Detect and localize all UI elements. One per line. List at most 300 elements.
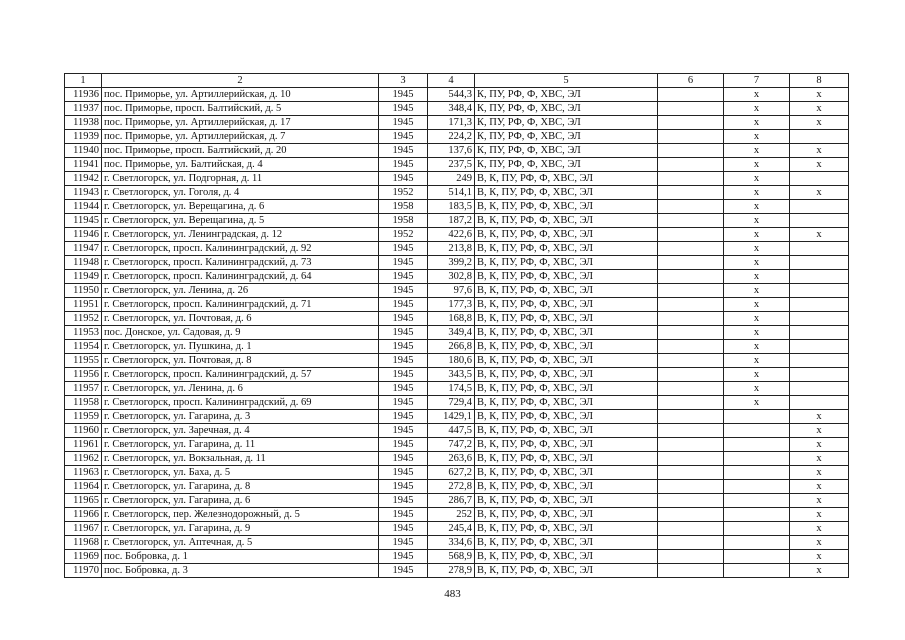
column-header-4: 4 bbox=[428, 74, 475, 88]
col-6-cell bbox=[658, 410, 724, 424]
col-8-mark-cell: х bbox=[790, 480, 849, 494]
col-8-mark-cell bbox=[790, 368, 849, 382]
year-cell: 1952 bbox=[379, 228, 428, 242]
col-6-cell bbox=[658, 494, 724, 508]
year-cell: 1945 bbox=[379, 298, 428, 312]
col-8-mark-cell bbox=[790, 130, 849, 144]
year-cell: 1945 bbox=[379, 284, 428, 298]
row-number-cell: 11952 bbox=[65, 312, 102, 326]
row-number-cell: 11939 bbox=[65, 130, 102, 144]
year-cell: 1945 bbox=[379, 158, 428, 172]
area-cell: 343,5 bbox=[428, 368, 475, 382]
area-cell: 249 bbox=[428, 172, 475, 186]
col-6-cell bbox=[658, 298, 724, 312]
table-row bbox=[65, 200, 849, 214]
col-6-cell bbox=[658, 214, 724, 228]
area-cell: 1429,1 bbox=[428, 410, 475, 424]
row-number-cell: 11943 bbox=[65, 186, 102, 200]
col-8-mark-cell: х bbox=[790, 88, 849, 102]
row-number-cell: 11959 bbox=[65, 410, 102, 424]
address-cell: пос. Приморье, просп. Балтийский, д. 5 bbox=[102, 102, 379, 116]
table-row bbox=[65, 536, 849, 550]
services-cell: В, К, ПУ, РФ, Ф, ХВС, ЭЛ bbox=[475, 480, 658, 494]
col-6-cell bbox=[658, 256, 724, 270]
services-cell: В, К, ПУ, РФ, Ф, ХВС, ЭЛ bbox=[475, 424, 658, 438]
address-cell: пос. Приморье, ул. Балтийская, д. 4 bbox=[102, 158, 379, 172]
col-8-mark-cell: х bbox=[790, 228, 849, 242]
col-7-mark-cell bbox=[724, 480, 790, 494]
col-8-mark-cell bbox=[790, 340, 849, 354]
col-6-cell bbox=[658, 438, 724, 452]
register-table bbox=[64, 73, 849, 578]
table-row bbox=[65, 116, 849, 130]
area-cell: 137,6 bbox=[428, 144, 475, 158]
col-7-mark-cell: х bbox=[724, 116, 790, 130]
table-row bbox=[65, 424, 849, 438]
row-number-cell: 11965 bbox=[65, 494, 102, 508]
col-6-cell bbox=[658, 382, 724, 396]
col-6-cell bbox=[658, 116, 724, 130]
area-cell: 97,6 bbox=[428, 284, 475, 298]
col-6-cell bbox=[658, 158, 724, 172]
services-cell: В, К, ПУ, РФ, Ф, ХВС, ЭЛ bbox=[475, 410, 658, 424]
col-6-cell bbox=[658, 424, 724, 438]
col-6-cell bbox=[658, 508, 724, 522]
col-6-cell bbox=[658, 270, 724, 284]
services-cell: К, ПУ, РФ, Ф, ХВС, ЭЛ bbox=[475, 158, 658, 172]
services-cell: В, К, ПУ, РФ, Ф, ХВС, ЭЛ bbox=[475, 256, 658, 270]
address-cell: г. Светлогорск, ул. Ленина, д. 6 bbox=[102, 382, 379, 396]
year-cell: 1952 bbox=[379, 186, 428, 200]
area-cell: 187,2 bbox=[428, 214, 475, 228]
col-8-mark-cell: х bbox=[790, 144, 849, 158]
col-8-mark-cell: х bbox=[790, 102, 849, 116]
area-cell: 171,3 bbox=[428, 116, 475, 130]
col-8-mark-cell: х bbox=[790, 186, 849, 200]
col-7-mark-cell: х bbox=[724, 312, 790, 326]
services-cell: В, К, ПУ, РФ, Ф, ХВС, ЭЛ bbox=[475, 340, 658, 354]
year-cell: 1945 bbox=[379, 354, 428, 368]
area-cell: 747,2 bbox=[428, 438, 475, 452]
area-cell: 168,8 bbox=[428, 312, 475, 326]
services-cell: В, К, ПУ, РФ, Ф, ХВС, ЭЛ bbox=[475, 228, 658, 242]
row-number-cell: 11962 bbox=[65, 452, 102, 466]
area-cell: 278,9 bbox=[428, 564, 475, 578]
services-cell: В, К, ПУ, РФ, Ф, ХВС, ЭЛ bbox=[475, 172, 658, 186]
col-7-mark-cell: х bbox=[724, 284, 790, 298]
col-7-mark-cell: х bbox=[724, 354, 790, 368]
col-7-mark-cell: х bbox=[724, 172, 790, 186]
col-6-cell bbox=[658, 466, 724, 480]
year-cell: 1945 bbox=[379, 270, 428, 284]
address-cell: г. Светлогорск, ул. Аптечная, д. 5 bbox=[102, 536, 379, 550]
year-cell: 1945 bbox=[379, 88, 428, 102]
area-cell: 348,4 bbox=[428, 102, 475, 116]
table-row bbox=[65, 242, 849, 256]
row-number-cell: 11957 bbox=[65, 382, 102, 396]
row-number-cell: 11970 bbox=[65, 564, 102, 578]
row-number-cell: 11969 bbox=[65, 550, 102, 564]
row-number-cell: 11951 bbox=[65, 298, 102, 312]
address-cell: г. Светлогорск, ул. Подгорная, д. 11 bbox=[102, 172, 379, 186]
services-cell: К, ПУ, РФ, Ф, ХВС, ЭЛ bbox=[475, 144, 658, 158]
col-7-mark-cell bbox=[724, 410, 790, 424]
col-8-mark-cell: х bbox=[790, 116, 849, 130]
services-cell: К, ПУ, РФ, Ф, ХВС, ЭЛ bbox=[475, 88, 658, 102]
col-6-cell bbox=[658, 88, 724, 102]
row-number-cell: 11961 bbox=[65, 438, 102, 452]
col-7-mark-cell bbox=[724, 466, 790, 480]
year-cell: 1945 bbox=[379, 424, 428, 438]
address-cell: пос. Бобровка, д. 1 bbox=[102, 550, 379, 564]
col-8-mark-cell bbox=[790, 326, 849, 340]
services-cell: К, ПУ, РФ, Ф, ХВС, ЭЛ bbox=[475, 116, 658, 130]
table-row bbox=[65, 214, 849, 228]
table-row bbox=[65, 354, 849, 368]
column-header-6: 6 bbox=[658, 74, 724, 88]
col-7-mark-cell: х bbox=[724, 340, 790, 354]
year-cell: 1945 bbox=[379, 116, 428, 130]
table-body bbox=[65, 88, 849, 578]
row-number-cell: 11947 bbox=[65, 242, 102, 256]
col-7-mark-cell: х bbox=[724, 326, 790, 340]
area-cell: 568,9 bbox=[428, 550, 475, 564]
row-number-cell: 11941 bbox=[65, 158, 102, 172]
col-6-cell bbox=[658, 452, 724, 466]
col-7-mark-cell: х bbox=[724, 88, 790, 102]
address-cell: г. Светлогорск, ул. Гагарина, д. 11 bbox=[102, 438, 379, 452]
address-cell: г. Светлогорск, ул. Гагарина, д. 8 bbox=[102, 480, 379, 494]
year-cell: 1945 bbox=[379, 256, 428, 270]
col-6-cell bbox=[658, 368, 724, 382]
row-number-cell: 11967 bbox=[65, 522, 102, 536]
address-cell: пос. Приморье, просп. Балтийский, д. 20 bbox=[102, 144, 379, 158]
col-8-mark-cell bbox=[790, 382, 849, 396]
col-7-mark-cell bbox=[724, 452, 790, 466]
col-8-mark-cell bbox=[790, 270, 849, 284]
year-cell: 1945 bbox=[379, 494, 428, 508]
table-row bbox=[65, 564, 849, 578]
area-cell: 302,8 bbox=[428, 270, 475, 284]
table-row bbox=[65, 172, 849, 186]
col-8-mark-cell bbox=[790, 396, 849, 410]
area-cell: 544,3 bbox=[428, 88, 475, 102]
col-7-mark-cell: х bbox=[724, 396, 790, 410]
table-row bbox=[65, 144, 849, 158]
year-cell: 1945 bbox=[379, 368, 428, 382]
column-header-3: 3 bbox=[379, 74, 428, 88]
table-row bbox=[65, 186, 849, 200]
year-cell: 1945 bbox=[379, 536, 428, 550]
services-cell: В, К, ПУ, РФ, Ф, ХВС, ЭЛ bbox=[475, 508, 658, 522]
table-row bbox=[65, 326, 849, 340]
row-number-cell: 11955 bbox=[65, 354, 102, 368]
table-row bbox=[65, 256, 849, 270]
col-7-mark-cell bbox=[724, 522, 790, 536]
address-cell: пос. Приморье, ул. Артиллерийская, д. 10 bbox=[102, 88, 379, 102]
column-header-8: 8 bbox=[790, 74, 849, 88]
row-number-cell: 11945 bbox=[65, 214, 102, 228]
area-cell: 245,4 bbox=[428, 522, 475, 536]
row-number-cell: 11944 bbox=[65, 200, 102, 214]
col-7-mark-cell: х bbox=[724, 186, 790, 200]
area-cell: 180,6 bbox=[428, 354, 475, 368]
table-row bbox=[65, 550, 849, 564]
table-row bbox=[65, 452, 849, 466]
area-cell: 422,6 bbox=[428, 228, 475, 242]
col-8-mark-cell: х bbox=[790, 508, 849, 522]
col-7-mark-cell: х bbox=[724, 200, 790, 214]
address-cell: г. Светлогорск, просп. Калининградский, д. 73 bbox=[102, 256, 379, 270]
year-cell: 1945 bbox=[379, 550, 428, 564]
address-cell: г. Светлогорск, ул. Баха, д. 5 bbox=[102, 466, 379, 480]
col-6-cell bbox=[658, 354, 724, 368]
col-7-mark-cell bbox=[724, 424, 790, 438]
address-cell: г. Светлогорск, просп. Калининградский, д. 64 bbox=[102, 270, 379, 284]
services-cell: В, К, ПУ, РФ, Ф, ХВС, ЭЛ bbox=[475, 396, 658, 410]
services-cell: В, К, ПУ, РФ, Ф, ХВС, ЭЛ bbox=[475, 214, 658, 228]
year-cell: 1945 bbox=[379, 326, 428, 340]
services-cell: В, К, ПУ, РФ, Ф, ХВС, ЭЛ bbox=[475, 494, 658, 508]
area-cell: 252 bbox=[428, 508, 475, 522]
area-cell: 213,8 bbox=[428, 242, 475, 256]
address-cell: г. Светлогорск, ул. Ленина, д. 26 bbox=[102, 284, 379, 298]
services-cell: В, К, ПУ, РФ, Ф, ХВС, ЭЛ bbox=[475, 550, 658, 564]
services-cell: В, К, ПУ, РФ, Ф, ХВС, ЭЛ bbox=[475, 452, 658, 466]
table-row bbox=[65, 228, 849, 242]
col-8-mark-cell bbox=[790, 284, 849, 298]
table-row bbox=[65, 284, 849, 298]
row-number-cell: 11937 bbox=[65, 102, 102, 116]
col-8-mark-cell bbox=[790, 172, 849, 186]
column-header-2: 2 bbox=[102, 74, 379, 88]
col-6-cell bbox=[658, 102, 724, 116]
col-7-mark-cell bbox=[724, 536, 790, 550]
services-cell: В, К, ПУ, РФ, Ф, ХВС, ЭЛ bbox=[475, 242, 658, 256]
row-number-cell: 11940 bbox=[65, 144, 102, 158]
table-row bbox=[65, 438, 849, 452]
table-row bbox=[65, 368, 849, 382]
col-6-cell bbox=[658, 536, 724, 550]
table-row bbox=[65, 382, 849, 396]
year-cell: 1945 bbox=[379, 382, 428, 396]
col-8-mark-cell bbox=[790, 298, 849, 312]
table-row bbox=[65, 494, 849, 508]
services-cell: В, К, ПУ, РФ, Ф, ХВС, ЭЛ bbox=[475, 354, 658, 368]
area-cell: 174,5 bbox=[428, 382, 475, 396]
row-number-cell: 11953 bbox=[65, 326, 102, 340]
table-row bbox=[65, 88, 849, 102]
col-6-cell bbox=[658, 340, 724, 354]
address-cell: пос. Бобровка, д. 3 bbox=[102, 564, 379, 578]
address-cell: г. Светлогорск, ул. Верещагина, д. 6 bbox=[102, 200, 379, 214]
area-cell: 349,4 bbox=[428, 326, 475, 340]
row-number-cell: 11963 bbox=[65, 466, 102, 480]
row-number-cell: 11942 bbox=[65, 172, 102, 186]
col-7-mark-cell: х bbox=[724, 214, 790, 228]
col-7-mark-cell: х bbox=[724, 256, 790, 270]
services-cell: В, К, ПУ, РФ, Ф, ХВС, ЭЛ bbox=[475, 368, 658, 382]
year-cell: 1945 bbox=[379, 438, 428, 452]
col-6-cell bbox=[658, 522, 724, 536]
table-row bbox=[65, 466, 849, 480]
col-6-cell bbox=[658, 228, 724, 242]
header-row bbox=[65, 74, 849, 88]
services-cell: В, К, ПУ, РФ, Ф, ХВС, ЭЛ bbox=[475, 564, 658, 578]
col-8-mark-cell: х bbox=[790, 466, 849, 480]
col-8-mark-cell: х bbox=[790, 438, 849, 452]
col-6-cell bbox=[658, 284, 724, 298]
col-7-mark-cell: х bbox=[724, 144, 790, 158]
col-7-mark-cell: х bbox=[724, 158, 790, 172]
year-cell: 1958 bbox=[379, 214, 428, 228]
services-cell: В, К, ПУ, РФ, Ф, ХВС, ЭЛ bbox=[475, 536, 658, 550]
col-8-mark-cell: х bbox=[790, 410, 849, 424]
services-cell: В, К, ПУ, РФ, Ф, ХВС, ЭЛ bbox=[475, 326, 658, 340]
address-cell: г. Светлогорск, ул. Почтовая, д. 8 bbox=[102, 354, 379, 368]
year-cell: 1945 bbox=[379, 522, 428, 536]
col-8-mark-cell bbox=[790, 312, 849, 326]
table-row bbox=[65, 130, 849, 144]
year-cell: 1945 bbox=[379, 508, 428, 522]
address-cell: г. Светлогорск, ул. Гоголя, д. 4 bbox=[102, 186, 379, 200]
address-cell: г. Светлогорск, ул. Заречная, д. 4 bbox=[102, 424, 379, 438]
col-6-cell bbox=[658, 312, 724, 326]
area-cell: 224,2 bbox=[428, 130, 475, 144]
col-6-cell bbox=[658, 564, 724, 578]
year-cell: 1945 bbox=[379, 466, 428, 480]
area-cell: 514,1 bbox=[428, 186, 475, 200]
table-row bbox=[65, 270, 849, 284]
year-cell: 1945 bbox=[379, 340, 428, 354]
col-7-mark-cell bbox=[724, 564, 790, 578]
page-number: 483 bbox=[444, 588, 461, 600]
col-8-mark-cell: х bbox=[790, 452, 849, 466]
col-8-mark-cell: х bbox=[790, 536, 849, 550]
address-cell: г. Светлогорск, просп. Калининградский, д. 57 bbox=[102, 368, 379, 382]
year-cell: 1945 bbox=[379, 242, 428, 256]
col-8-mark-cell: х bbox=[790, 522, 849, 536]
year-cell: 1945 bbox=[379, 102, 428, 116]
address-cell: пос. Донское, ул. Садовая, д. 9 bbox=[102, 326, 379, 340]
services-cell: В, К, ПУ, РФ, Ф, ХВС, ЭЛ bbox=[475, 270, 658, 284]
col-8-mark-cell bbox=[790, 242, 849, 256]
address-cell: пос. Приморье, ул. Артиллерийская, д. 7 bbox=[102, 130, 379, 144]
year-cell: 1945 bbox=[379, 130, 428, 144]
col-7-mark-cell: х bbox=[724, 102, 790, 116]
year-cell: 1945 bbox=[379, 396, 428, 410]
column-header-1: 1 bbox=[65, 74, 102, 88]
col-8-mark-cell bbox=[790, 200, 849, 214]
col-6-cell bbox=[658, 172, 724, 186]
area-cell: 334,6 bbox=[428, 536, 475, 550]
col-6-cell bbox=[658, 480, 724, 494]
row-number-cell: 11949 bbox=[65, 270, 102, 284]
services-cell: В, К, ПУ, РФ, Ф, ХВС, ЭЛ bbox=[475, 438, 658, 452]
area-cell: 399,2 bbox=[428, 256, 475, 270]
area-cell: 627,2 bbox=[428, 466, 475, 480]
area-cell: 177,3 bbox=[428, 298, 475, 312]
col-7-mark-cell: х bbox=[724, 270, 790, 284]
services-cell: В, К, ПУ, РФ, Ф, ХВС, ЭЛ bbox=[475, 522, 658, 536]
column-header-5: 5 bbox=[475, 74, 658, 88]
services-cell: В, К, ПУ, РФ, Ф, ХВС, ЭЛ bbox=[475, 186, 658, 200]
table-row bbox=[65, 340, 849, 354]
col-8-mark-cell bbox=[790, 256, 849, 270]
address-cell: г. Светлогорск, ул. Ленинградская, д. 12 bbox=[102, 228, 379, 242]
col-6-cell bbox=[658, 326, 724, 340]
col-6-cell bbox=[658, 186, 724, 200]
col-6-cell bbox=[658, 550, 724, 564]
year-cell: 1945 bbox=[379, 312, 428, 326]
area-cell: 286,7 bbox=[428, 494, 475, 508]
year-cell: 1945 bbox=[379, 564, 428, 578]
row-number-cell: 11956 bbox=[65, 368, 102, 382]
services-cell: К, ПУ, РФ, Ф, ХВС, ЭЛ bbox=[475, 102, 658, 116]
col-6-cell bbox=[658, 130, 724, 144]
area-cell: 447,5 bbox=[428, 424, 475, 438]
area-cell: 729,4 bbox=[428, 396, 475, 410]
col-7-mark-cell bbox=[724, 438, 790, 452]
col-7-mark-cell: х bbox=[724, 130, 790, 144]
col-8-mark-cell: х bbox=[790, 550, 849, 564]
row-number-cell: 11946 bbox=[65, 228, 102, 242]
row-number-cell: 11938 bbox=[65, 116, 102, 130]
table-header bbox=[65, 74, 849, 88]
col-8-mark-cell: х bbox=[790, 424, 849, 438]
col-6-cell bbox=[658, 242, 724, 256]
address-cell: пос. Приморье, ул. Артиллерийская, д. 17 bbox=[102, 116, 379, 130]
address-cell: г. Светлогорск, просп. Калининградский, д. 71 bbox=[102, 298, 379, 312]
area-cell: 237,5 bbox=[428, 158, 475, 172]
row-number-cell: 11964 bbox=[65, 480, 102, 494]
col-6-cell bbox=[658, 200, 724, 214]
area-cell: 263,6 bbox=[428, 452, 475, 466]
table-row bbox=[65, 410, 849, 424]
table-row bbox=[65, 480, 849, 494]
address-cell: г. Светлогорск, просп. Калининградский, д. 69 bbox=[102, 396, 379, 410]
address-cell: г. Светлогорск, ул. Гагарина, д. 3 bbox=[102, 410, 379, 424]
area-cell: 183,5 bbox=[428, 200, 475, 214]
year-cell: 1958 bbox=[379, 200, 428, 214]
year-cell: 1945 bbox=[379, 172, 428, 186]
address-cell: г. Светлогорск, ул. Верещагина, д. 5 bbox=[102, 214, 379, 228]
table-row bbox=[65, 102, 849, 116]
col-7-mark-cell bbox=[724, 494, 790, 508]
year-cell: 1945 bbox=[379, 144, 428, 158]
column-header-7: 7 bbox=[724, 74, 790, 88]
area-cell: 266,8 bbox=[428, 340, 475, 354]
services-cell: К, ПУ, РФ, Ф, ХВС, ЭЛ bbox=[475, 130, 658, 144]
row-number-cell: 11954 bbox=[65, 340, 102, 354]
col-7-mark-cell: х bbox=[724, 298, 790, 312]
col-8-mark-cell: х bbox=[790, 564, 849, 578]
col-7-mark-cell: х bbox=[724, 382, 790, 396]
row-number-cell: 11968 bbox=[65, 536, 102, 550]
table-row bbox=[65, 312, 849, 326]
col-6-cell bbox=[658, 396, 724, 410]
table-row bbox=[65, 158, 849, 172]
col-7-mark-cell bbox=[724, 508, 790, 522]
address-cell: г. Светлогорск, ул. Вокзальная, д. 11 bbox=[102, 452, 379, 466]
table-row bbox=[65, 298, 849, 312]
services-cell: В, К, ПУ, РФ, Ф, ХВС, ЭЛ bbox=[475, 284, 658, 298]
col-7-mark-cell: х bbox=[724, 242, 790, 256]
col-6-cell bbox=[658, 144, 724, 158]
address-cell: г. Светлогорск, ул. Почтовая, д. 6 bbox=[102, 312, 379, 326]
row-number-cell: 11958 bbox=[65, 396, 102, 410]
col-8-mark-cell bbox=[790, 214, 849, 228]
